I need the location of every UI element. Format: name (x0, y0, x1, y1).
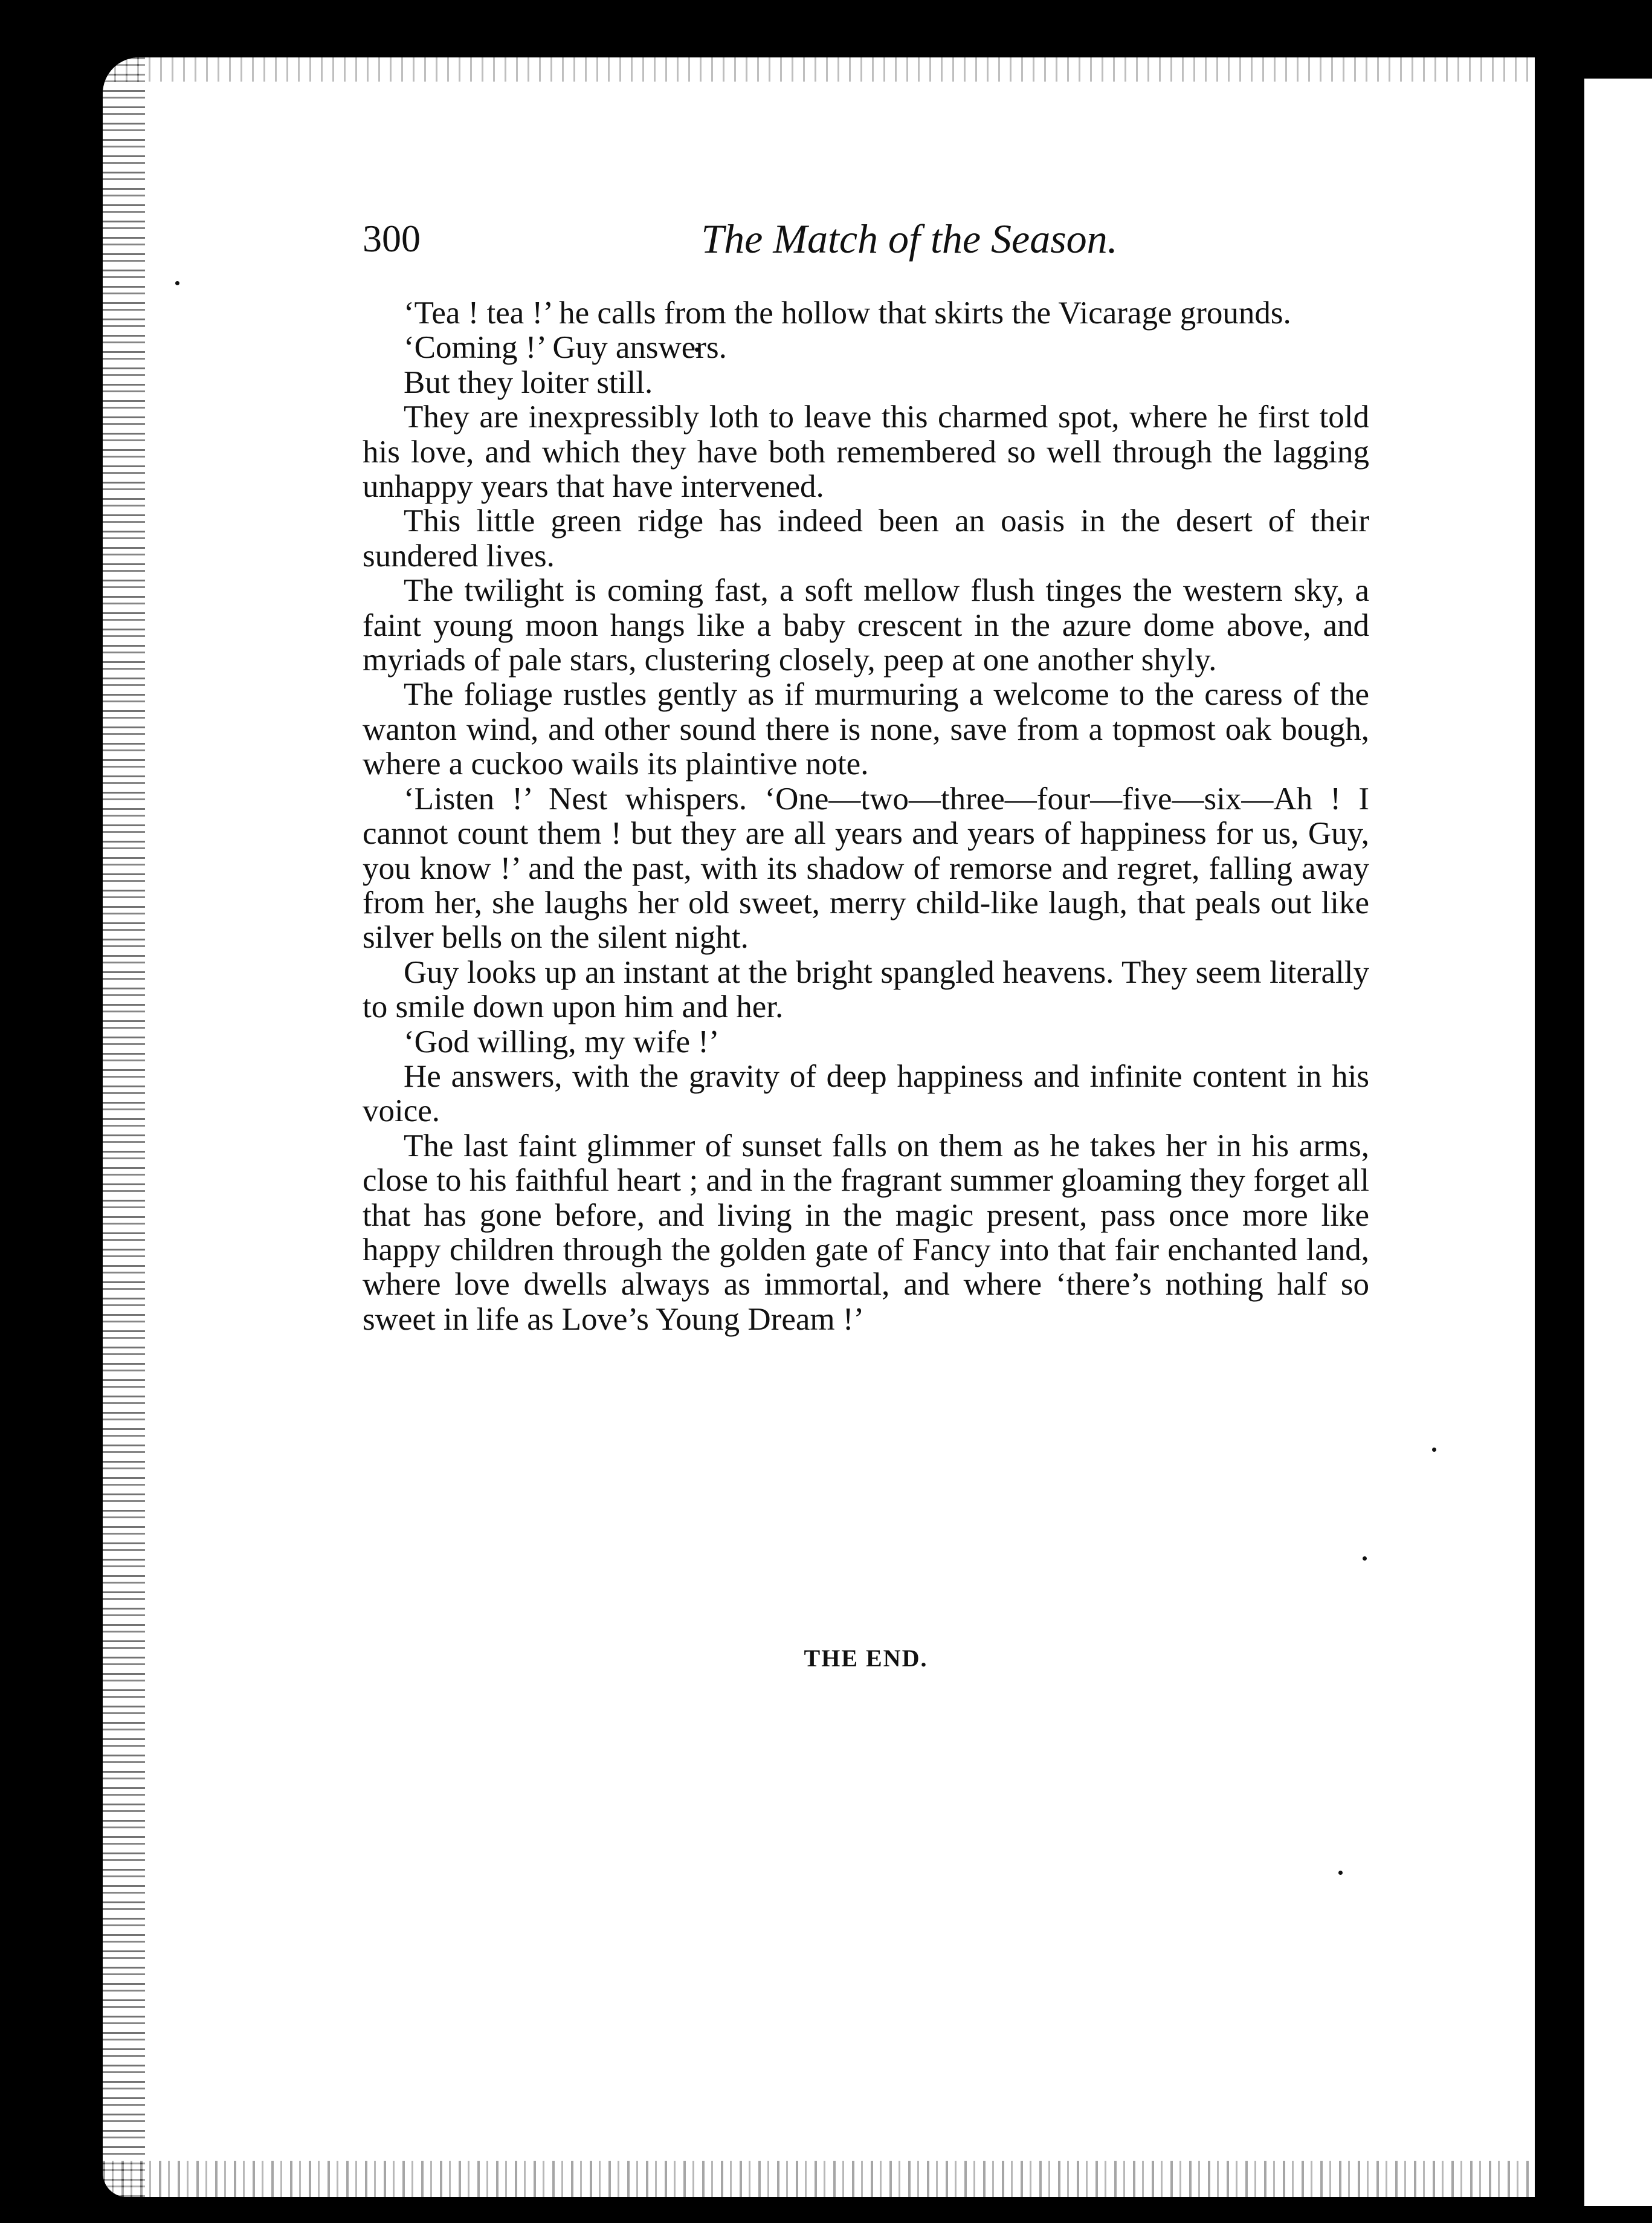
paragraph: Guy looks up an instant at the bright spangled heavens. They seem literally to smile down upon him and her. (363, 954, 1369, 1025)
scan-edge-top (103, 57, 1535, 82)
scan-speck (1338, 1871, 1343, 1875)
paragraph: ‘Tea ! tea !’ he calls from the hollow that skirts the Vicarage grounds. (404, 296, 1291, 331)
facing-page-gutter (1554, 79, 1584, 2206)
paragraph: This little green ridge has indeed been an oasis in the desert of their sundered lives. (363, 503, 1369, 574)
scan-edge-left (103, 57, 145, 2197)
paragraph: But they loiter still. (404, 364, 653, 400)
running-header (363, 215, 1372, 263)
facing-page-strip (1554, 79, 1652, 2206)
paragraph: ‘Coming !’ Guy answers. (404, 330, 727, 366)
body-text (363, 296, 1369, 1337)
paragraph: ‘God willing, my wife !’ (404, 1024, 720, 1060)
end-mark: THE END. (804, 1645, 928, 1672)
scan-speck (1363, 1556, 1367, 1561)
paragraph: The last faint glimmer of sunset falls on them as he takes her in his arms, close to his faithful heart ; and in the fragrant summer gloaming they forget all that has gone before, and living in the magic present, pass once more like happy children through the golden gate of Fancy into that fair enchanted land, where love dwells always as immortal, and where ‘there’s nothing half so sweet in life as Love’s Young Dream !’ (363, 1128, 1369, 1337)
paragraph: They are inexpressibly loth to leave this charmed spot, where he first told his love, and which they have both remembered so well through the lagging unhappy years that have intervened. (363, 400, 1369, 505)
scan-speck (1432, 1448, 1436, 1452)
scan-speck (175, 281, 179, 285)
page-number: 300 (363, 217, 421, 260)
running-title: The Match of the Season. (701, 216, 1118, 262)
paragraph: He answers, with the gravity of deep happiness and infinite content in his voice. (363, 1058, 1369, 1129)
paragraph: The foliage rustles gently as if murmuring a welcome to the caress of the wanton wind, and other sound there is none, save from a topmost oak bough, where a cuckoo wails its plaintive note. (363, 677, 1369, 782)
paragraph: The twilight is coming fast, a soft mellow flush tinges the western sky, a faint young moon hangs like a baby crescent in the azure dome above, and myriads of pale stars, clustering closely, peep at one another shyly. (363, 573, 1369, 678)
paragraph: ‘Listen !’ Nest whispers. ‘One—two—three—four—five—six—Ah ! I cannot count them ! but they are all years and years of happiness for us, Guy, you know !’ and the past, with its shadow of remorse and regret, falling away from her, she laughs her old sweet, merry child-like laugh, that peals out like silver bells on the silent night. (363, 781, 1369, 956)
scan-edge-bottom (103, 2161, 1535, 2197)
